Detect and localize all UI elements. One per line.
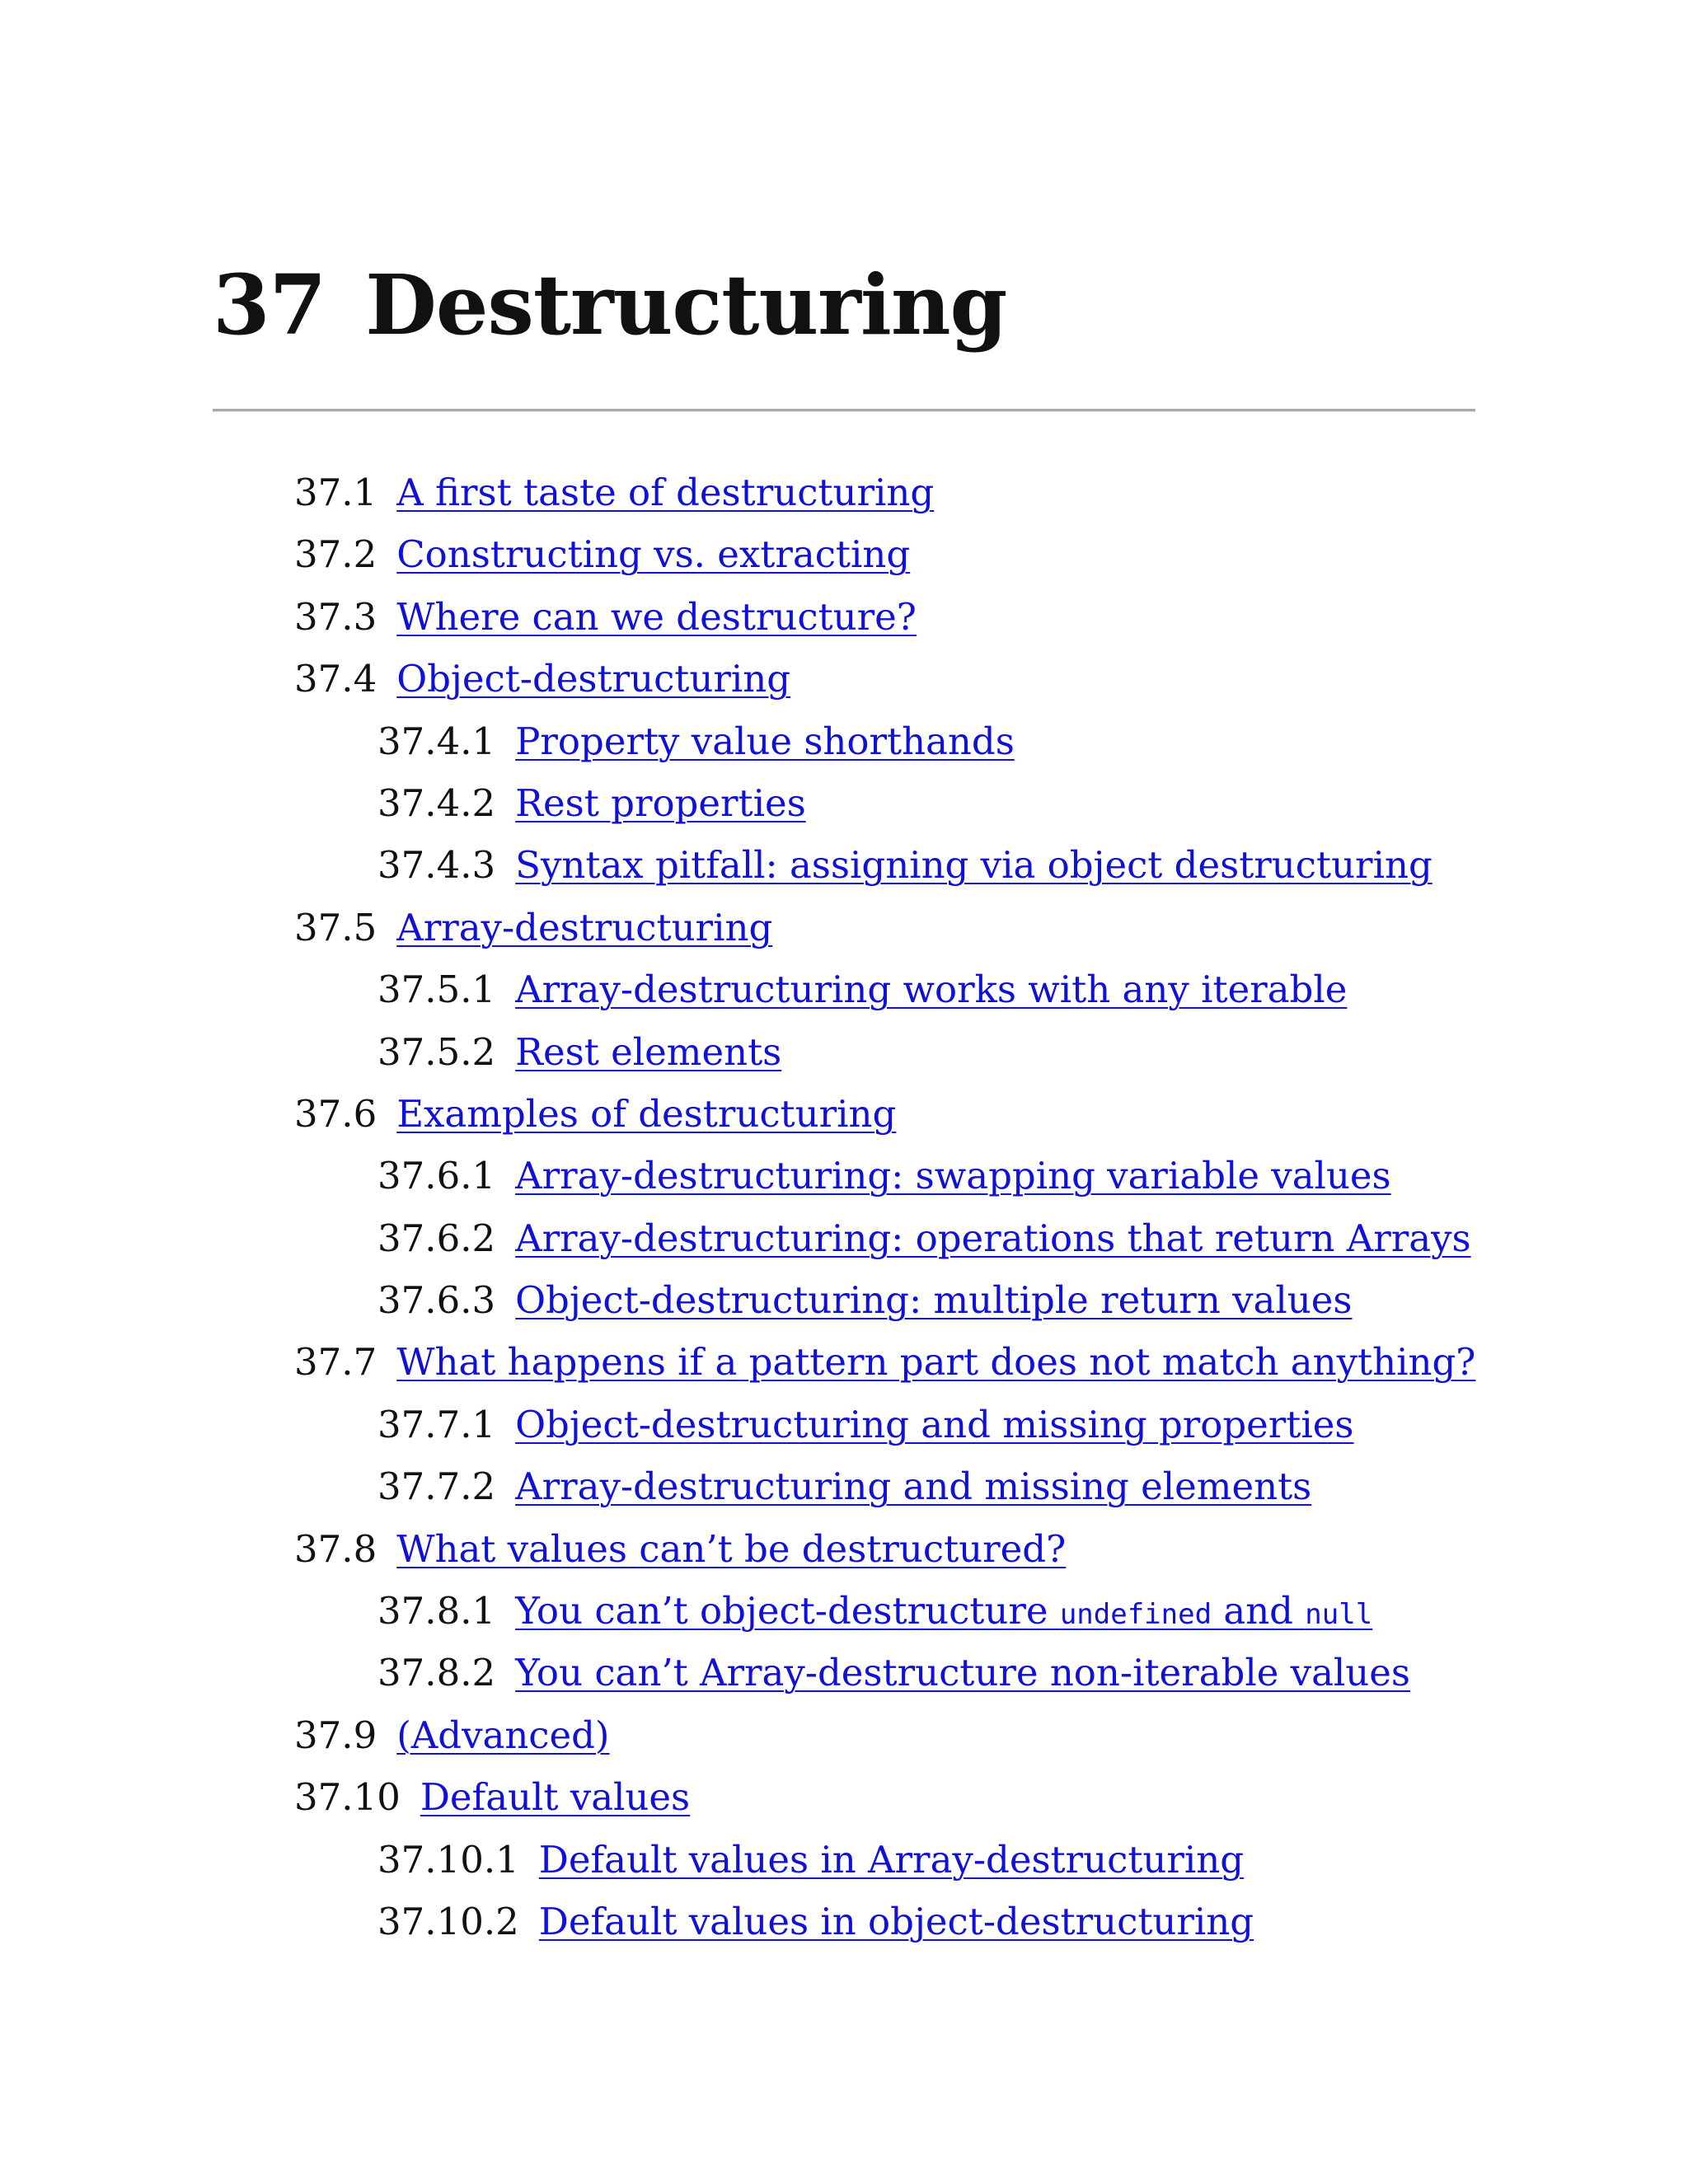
toc-link-text: You can’t object-destructure xyxy=(515,1589,1060,1633)
toc-link[interactable]: Object-destructuring xyxy=(396,657,791,701)
toc-link[interactable] xyxy=(515,1589,1372,1633)
toc-link[interactable]: Constructing vs. extracting xyxy=(396,532,911,577)
toc-link[interactable]: Object-destructuring and missing properties xyxy=(515,1402,1354,1446)
toc-number: 37.7.1 xyxy=(377,1402,496,1446)
toc-number: 37.5 xyxy=(294,905,377,949)
toc-subitem xyxy=(0,1207,1688,1269)
toc-item xyxy=(0,648,1688,710)
chapter-title-text: Destructuring xyxy=(365,256,1007,354)
chapter-number: 37 xyxy=(213,256,326,354)
toc-link[interactable]: Default values in object-destructuring xyxy=(538,1899,1254,1943)
toc-number: 37.6.1 xyxy=(377,1154,496,1198)
toc-link[interactable]: Default values xyxy=(420,1775,691,1820)
toc-number: 37.6.2 xyxy=(377,1216,496,1260)
toc-number: 37.4.1 xyxy=(377,719,496,763)
toc-number: 37.4.2 xyxy=(377,780,496,825)
toc-link[interactable]: What happens if a pattern part does not match anything? xyxy=(396,1340,1476,1385)
toc-link[interactable]: Rest elements xyxy=(515,1029,782,1074)
toc-subitem xyxy=(0,1642,1688,1704)
toc-number: 37.1 xyxy=(294,471,377,514)
toc-subitem xyxy=(0,1021,1688,1083)
toc-link[interactable]: Array-destructuring: operations that return Arrays xyxy=(515,1216,1471,1260)
toc-subitem xyxy=(0,1455,1688,1517)
toc-number: 37.10.1 xyxy=(377,1837,519,1882)
toc-link[interactable]: Array-destructuring: swapping variable values xyxy=(515,1154,1391,1198)
toc-item xyxy=(0,586,1688,648)
toc-number: 37.4.3 xyxy=(377,843,496,888)
toc-subitem xyxy=(0,1891,1688,1952)
toc-link[interactable]: Property value shorthands xyxy=(515,719,1015,763)
toc-item xyxy=(0,897,1688,958)
title-divider xyxy=(213,409,1475,412)
toc-number: 37.2 xyxy=(294,532,377,577)
toc-link[interactable]: Examples of destructuring xyxy=(396,1091,897,1136)
table-of-contents xyxy=(0,462,1688,1952)
toc-item xyxy=(0,1083,1688,1145)
toc-link[interactable]: Array-destructuring xyxy=(396,905,773,949)
toc-number: 37.8.2 xyxy=(377,1651,496,1695)
chapter-title xyxy=(213,247,1006,363)
toc-item xyxy=(0,523,1688,585)
toc-subitem xyxy=(0,710,1688,772)
toc-link[interactable]: Object-destructuring: multiple return values xyxy=(515,1278,1353,1323)
toc-link[interactable]: Array-destructuring and missing elements xyxy=(515,1465,1312,1509)
toc-item xyxy=(0,462,1688,523)
toc-number: 37.5.1 xyxy=(377,968,496,1012)
toc-subitem xyxy=(0,834,1688,896)
toc-number: 37.5.2 xyxy=(377,1029,496,1074)
toc-link[interactable]: Syntax pitfall: assigning via object destructuring xyxy=(515,843,1432,888)
toc-link[interactable]: Where can we destructure? xyxy=(396,594,917,639)
toc-number: 37.7.2 xyxy=(377,1465,496,1509)
toc-subitem xyxy=(0,1580,1688,1642)
toc-link[interactable]: Array-destructuring works with any iterable xyxy=(515,968,1348,1012)
toc-link[interactable]: (Advanced) xyxy=(396,1713,610,1757)
toc-number: 37.7 xyxy=(294,1340,377,1385)
toc-subitem xyxy=(0,1269,1688,1331)
toc-number: 37.10 xyxy=(294,1775,401,1820)
toc-number: 37.10.2 xyxy=(377,1899,519,1943)
toc-number: 37.8 xyxy=(294,1526,377,1571)
toc-subitem xyxy=(0,1145,1688,1207)
toc-subitem xyxy=(0,1394,1688,1455)
toc-number: 37.4 xyxy=(294,657,377,701)
toc-item xyxy=(0,1766,1688,1828)
toc-link[interactable]: Rest properties xyxy=(515,780,806,825)
toc-number: 37.8.1 xyxy=(377,1589,496,1633)
toc-link[interactable]: What values can’t be destructured? xyxy=(396,1526,1067,1571)
toc-subitem xyxy=(0,772,1688,834)
toc-item xyxy=(0,1331,1688,1393)
toc-subitem xyxy=(0,1829,1688,1891)
toc-subitem xyxy=(0,958,1688,1020)
toc-link-text: and xyxy=(1212,1589,1306,1633)
toc-number: 37.9 xyxy=(294,1713,377,1757)
toc-link[interactable]: You can’t Array-destructure non-iterable values xyxy=(515,1651,1411,1695)
code-null: null xyxy=(1305,1598,1373,1632)
code-undefined: undefined xyxy=(1059,1598,1212,1632)
toc-item xyxy=(0,1704,1688,1766)
toc-item xyxy=(0,1518,1688,1580)
toc-number: 37.3 xyxy=(294,594,377,639)
toc-link[interactable]: A first taste of destructuring xyxy=(396,471,935,514)
toc-link[interactable]: Default values in Array-destructuring xyxy=(538,1837,1245,1882)
toc-number: 37.6.3 xyxy=(377,1278,496,1323)
toc-number: 37.6 xyxy=(294,1091,377,1136)
